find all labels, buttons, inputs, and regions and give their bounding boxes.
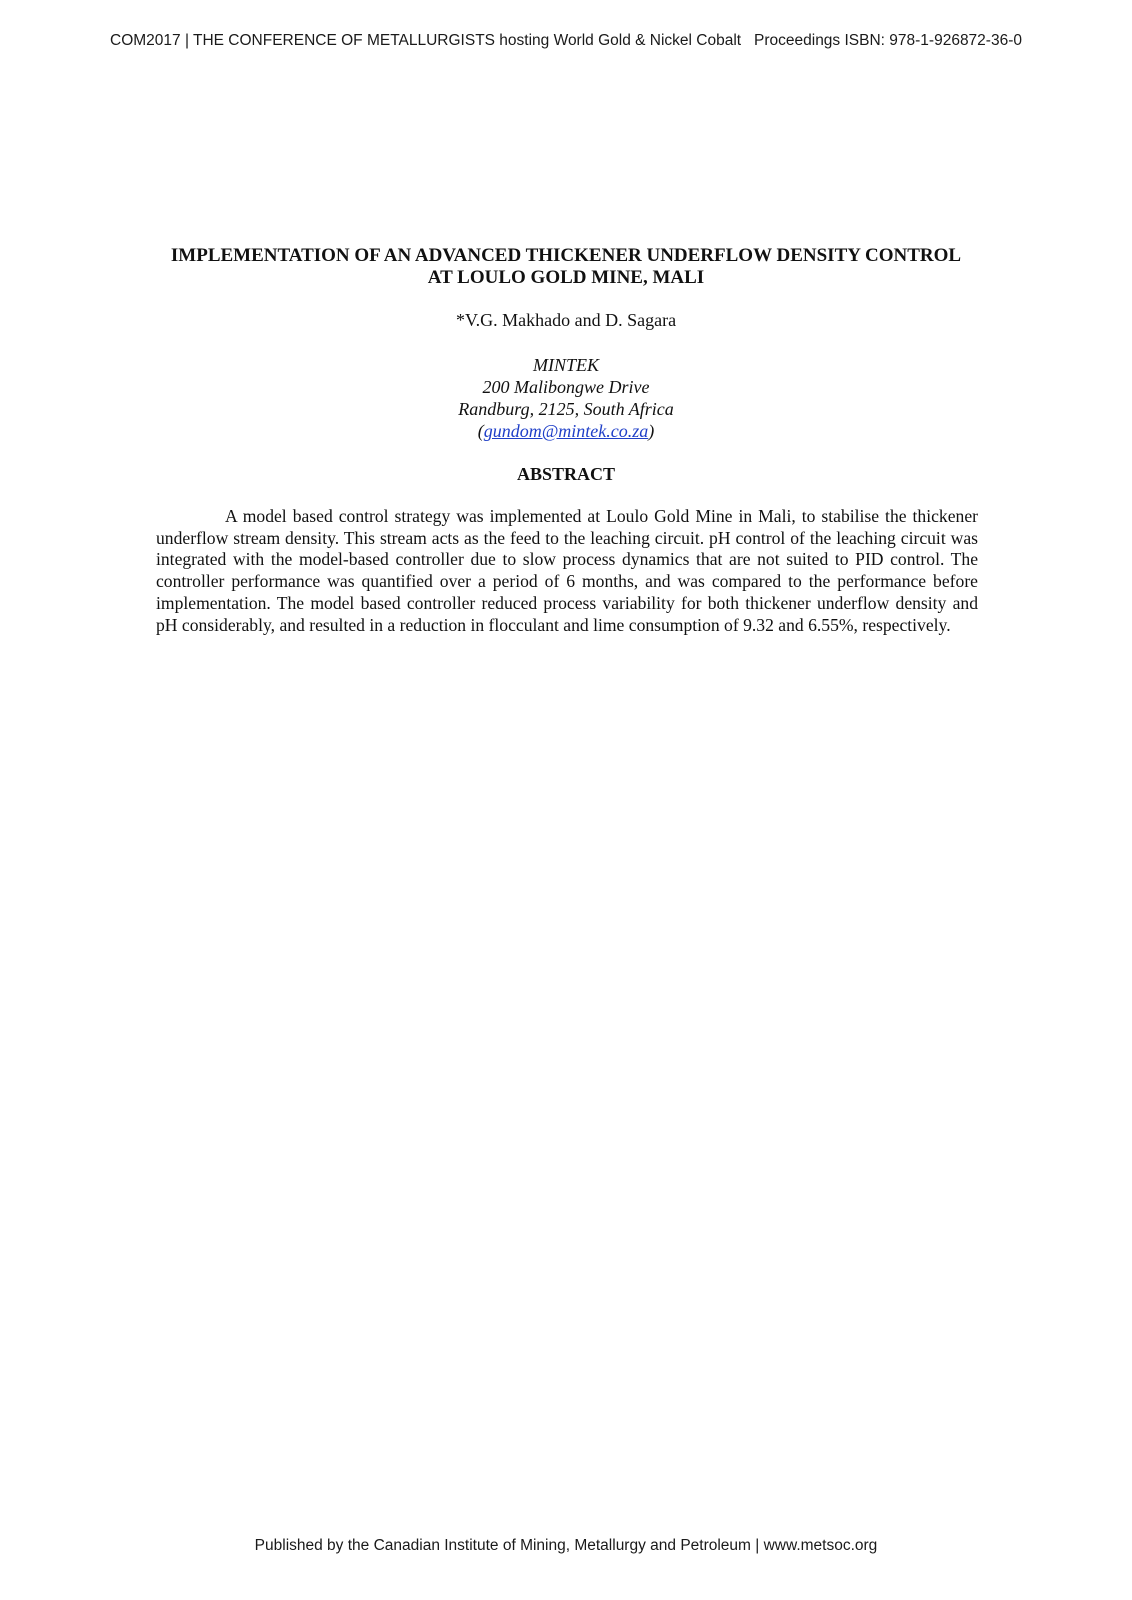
paper-title-line-2: AT LOULO GOLD MINE, MALI [427,267,705,288]
author-list: *V.G. Makhado and D. Sagara [455,310,677,330]
abstract-heading: ABSTRACT [516,464,616,484]
abstract-text: A model based control strategy was implemented at Loulo Gold Mine in Mali, to stabilise the thickener underflow stream density. This stream acts as the feed to the leaching circuit. pH control of the leaching circuit was integrated with the model-based controller due to slow process dynamics that are not suited to PID control. The controller performance was quantified over a period of 6 months, and was compared to the performance before implementation. The model based controller reduced process variability for both thickener underflow density and pH considerably, and resulted in a reduction in flocculant and lime consumption of 9.32 and 6.55%, respectively. [156,506,978,635]
paper-title-line-1: IMPLEMENTATION OF AN ADVANCED THICKENER UNDERFLOW DENSITY CONTROL [170,245,962,266]
running-header: COM2017 | THE CONFERENCE OF METALLURGISTS hosting World Gold & Nickel Cobalt Proceedings ISBN: 978-1-926872-36-0 [110,32,1022,49]
affiliation-city: Randburg, 2125, South Africa [458,399,674,419]
email-link[interactable]: gundom@mintek.co.za [483,421,649,441]
publisher-footer: Published by the Canadian Institute of Mining, Metallurgy and Petroleum | www.metsoc.org [254,1537,878,1554]
email-close-paren: ) [648,421,655,441]
affiliation-organization: MINTEK [532,355,599,375]
affiliation-email-line [0,420,1132,442]
email-open-paren: ( [477,421,484,441]
paper-title [150,245,982,289]
affiliation-street: 200 Malibongwe Drive [482,377,650,397]
affiliation-block [0,354,1132,442]
